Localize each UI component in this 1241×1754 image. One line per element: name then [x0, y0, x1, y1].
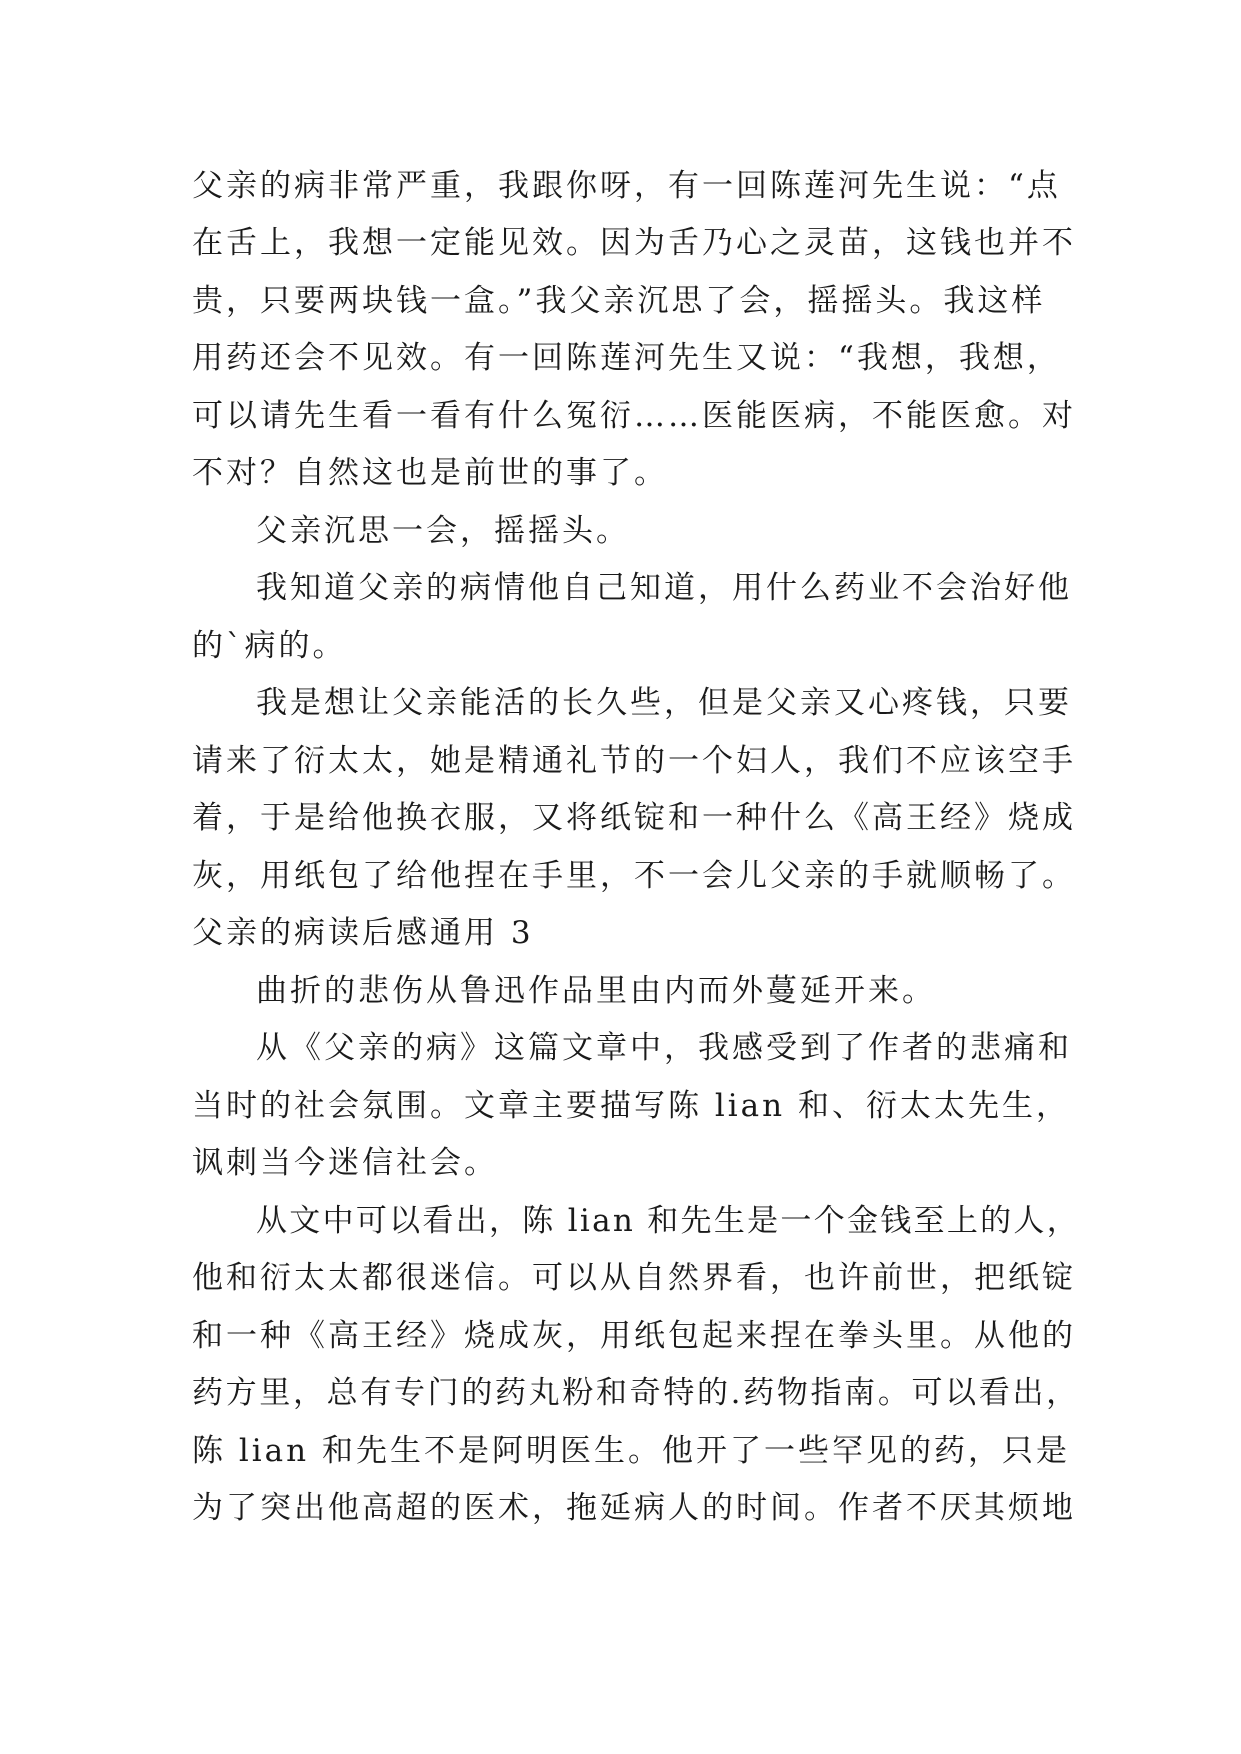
- text-line: 和一种《高王经》烧成灰，用纸包起来捏在拳头里。从他的: [192, 1318, 1076, 1354]
- text-line: 我知道父亲的病情他自己知道，用什么药业不会治好他: [256, 570, 1072, 606]
- text-line: 从文中可以看出，陈 lian 和先生是一个金钱至上的人，: [256, 1203, 1080, 1239]
- text-line: 从《父亲的病》这篇文章中，我感受到了作者的悲痛和: [256, 1030, 1072, 1066]
- text-line: 他和衍太太都很迷信。可以从自然界看，也许前世，把纸锭: [192, 1260, 1076, 1296]
- section-heading: 父亲的病读后感通用 3: [192, 915, 534, 951]
- text-line: 不对？自然这也是前世的事了。: [192, 455, 668, 491]
- text-line: 请来了衍太太，她是精通礼节的一个妇人，我们不应该空手: [192, 743, 1076, 779]
- text-line: 着，于是给他换衣服，又将纸锭和一种什么《高王经》烧成: [192, 800, 1076, 836]
- text-line: 可以请先生看一看有什么冤衍……医能医病，不能医愈。对: [192, 398, 1076, 434]
- text-line: 在舌上，我想一定能见效。因为舌乃心之灵苗，这钱也并不: [192, 225, 1076, 261]
- text-line: 父亲沉思一会，摇摇头。: [256, 513, 630, 549]
- text-line: 我是想让父亲能活的长久些，但是父亲又心疼钱，只要: [256, 685, 1072, 721]
- text-line: 灰，用纸包了给他捏在手里，不一会儿父亲的手就顺畅了。: [192, 858, 1076, 894]
- text-line: 贵，只要两块钱一盒。”我父亲沉思了会，摇摇头。我这样: [192, 283, 1046, 319]
- text-line: 曲折的悲伤从鲁迅作品里由内而外蔓延开来。: [256, 973, 936, 1009]
- text-line: 陈 lian 和先生不是阿明医生。他开了一些罕见的药，只是: [192, 1433, 1070, 1469]
- text-line: 父亲的病非常严重，我跟你呀，有一回陈莲河先生说：“点: [192, 168, 1061, 204]
- text-line: 讽刺当今迷信社会。: [192, 1145, 498, 1181]
- text-line: 用药还会不见效。有一回陈莲河先生又说：“我想，我想，: [192, 340, 1061, 376]
- text-line: 药方里，总有专门的药丸粉和奇特的.药物指南。可以看出，: [192, 1375, 1080, 1411]
- text-line: 的`病的。: [192, 628, 347, 664]
- text-line: 为了突出他高超的医术，拖延病人的时间。作者不厌其烦地: [192, 1490, 1076, 1526]
- text-line: 当时的社会氛围。文章主要描写陈 lian 和、衍太太先生，: [192, 1088, 1070, 1124]
